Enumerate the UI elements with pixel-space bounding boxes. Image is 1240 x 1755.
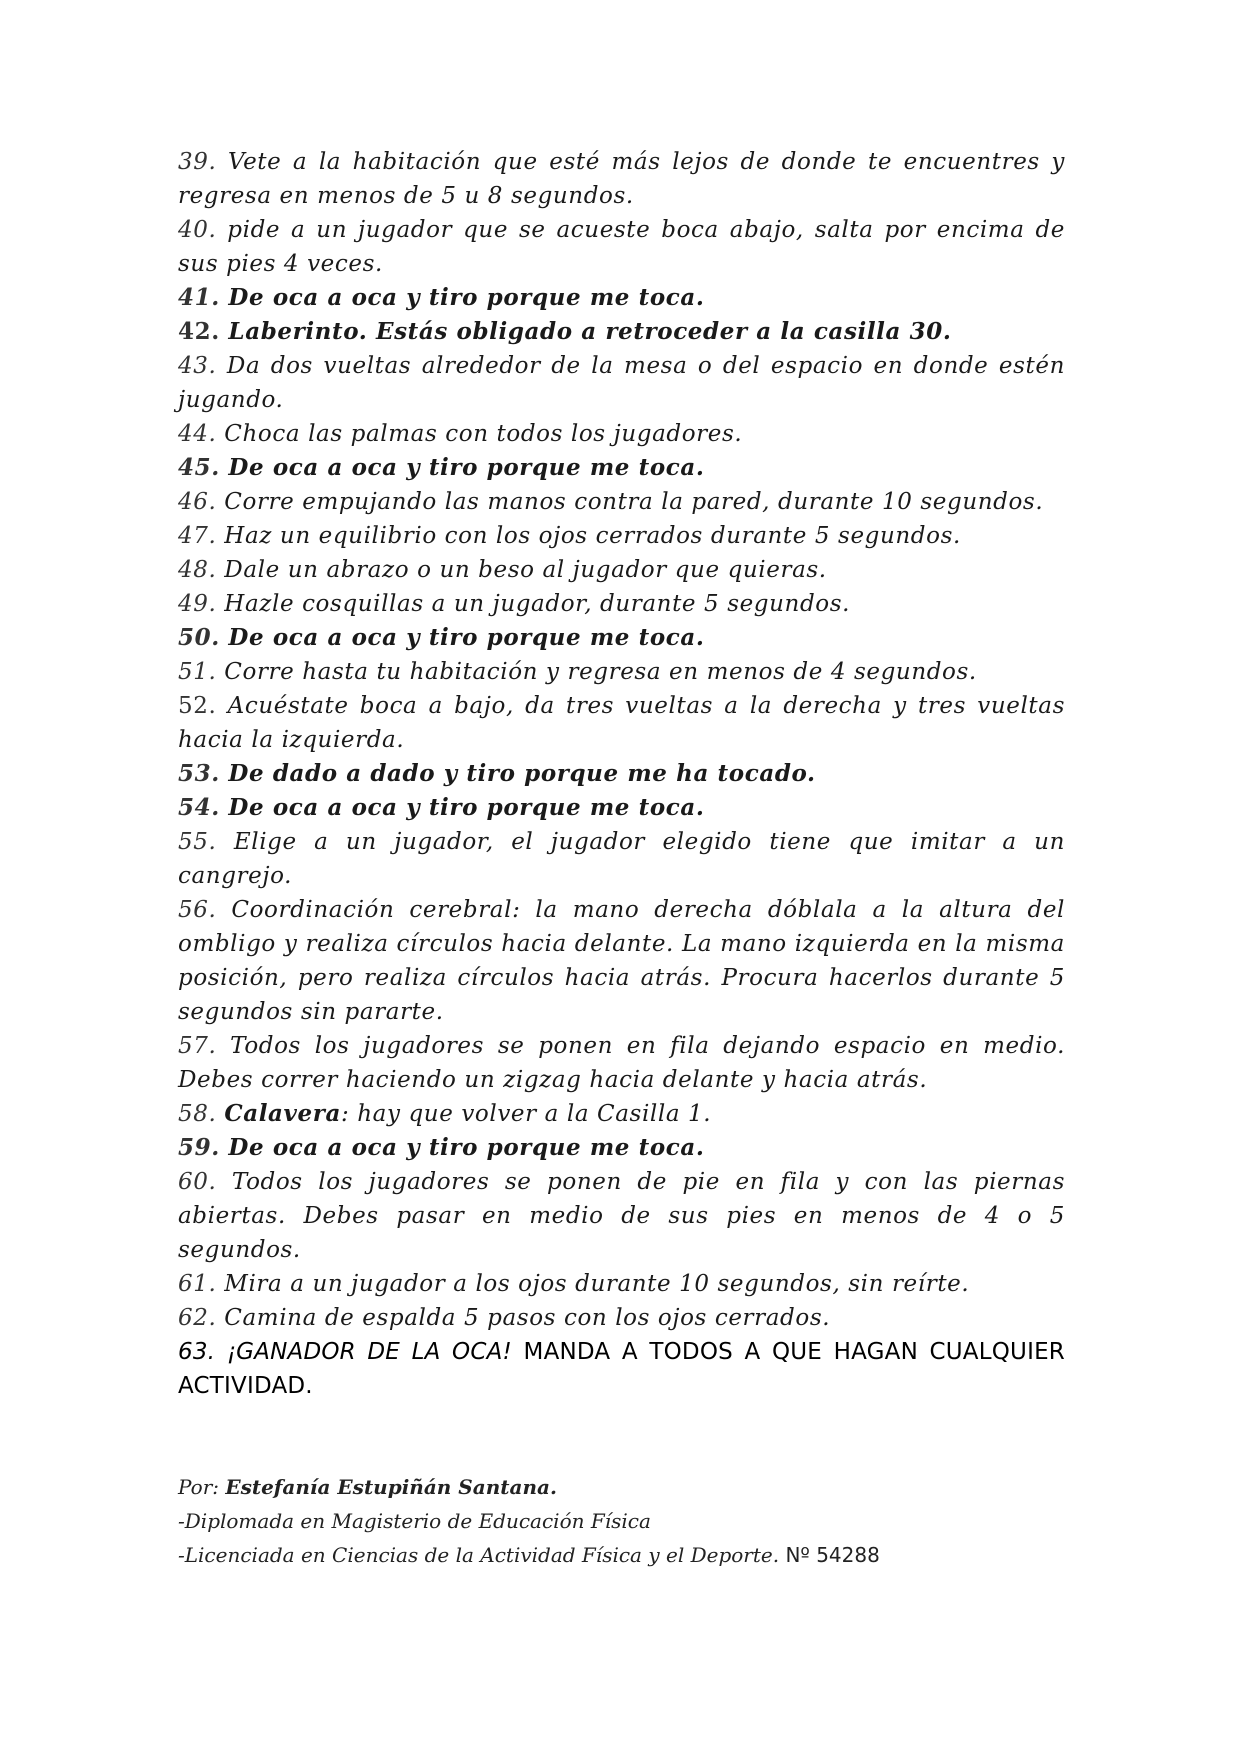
item-number: 53.	[178, 760, 220, 787]
author-signature-block	[178, 1470, 1065, 1572]
item-number: 48.	[178, 557, 217, 583]
item-number: 50.	[178, 624, 220, 651]
item-number: 62.	[178, 1305, 217, 1331]
item-text: Da dos vueltas alrededor de la mesa o del espacio en donde estén jugando.	[178, 353, 1065, 413]
item-number: 49.	[178, 591, 217, 617]
author-credential-1: -Diplomada en Magisterio de Educación Física	[178, 1509, 651, 1533]
item-text: pide a un jugador que se acueste boca abajo, salta por encima de sus pies 4 veces.	[178, 217, 1065, 277]
item-number: 59.	[178, 1134, 220, 1161]
item-text: De oca a oca y tiro porque me toca.	[219, 454, 705, 481]
list-item-49	[178, 587, 1065, 621]
item-text: De oca a oca y tiro porque me toca.	[219, 284, 705, 311]
item-number: 46.	[178, 489, 217, 515]
item-number: 44.	[178, 421, 217, 447]
list-item-56	[178, 893, 1065, 1029]
item-text: Camina de espalda 5 pasos con los ojos cerrados.	[216, 1305, 831, 1331]
list-item-58	[178, 1097, 1065, 1131]
list-item-42	[178, 315, 1065, 349]
winner-heading: 63. ¡GANADOR DE LA OCA!	[178, 1339, 512, 1365]
item-text: Dale un abrazo o un beso al jugador que quieras.	[216, 557, 827, 583]
list-item-39	[178, 145, 1065, 213]
item-number: 52.	[178, 693, 217, 719]
item-text: Choca las palmas con todos los jugadores.	[216, 421, 743, 447]
list-item-50	[178, 621, 1065, 655]
author-line	[178, 1470, 1065, 1504]
item-number: 60.	[178, 1169, 217, 1195]
list-item-57	[178, 1029, 1065, 1097]
item-number: 58.	[178, 1101, 217, 1127]
item-number: 45.	[178, 454, 220, 481]
list-item-44	[178, 417, 1065, 451]
item-text: De oca a oca y tiro porque me toca.	[219, 1134, 705, 1161]
item-text: Todos los jugadores se ponen en fila dejando espacio en medio. Debes correr haciendo un zigzag hacia delante y hacia atrás.	[178, 1033, 1065, 1093]
item-number: 41.	[178, 284, 220, 311]
list-item-62	[178, 1301, 1065, 1335]
list-item-54	[178, 791, 1065, 825]
list-item-61	[178, 1267, 1065, 1301]
item-text: Mira a un jugador a los ojos durante 10 segundos, sin reírte.	[216, 1271, 970, 1297]
item-number: 51.	[178, 659, 217, 685]
item-number: 47.	[178, 523, 217, 549]
item-number: 55.	[178, 829, 217, 855]
item-number: 39.	[178, 149, 217, 175]
item-text: : hay que volver a la Casilla 1.	[340, 1101, 712, 1127]
item-number: 54.	[178, 794, 220, 821]
list-item-52	[178, 689, 1065, 757]
list-item-40	[178, 213, 1065, 281]
list-item-46	[178, 485, 1065, 519]
item-text: De oca a oca y tiro porque me toca.	[219, 794, 705, 821]
list-item-45	[178, 451, 1065, 485]
item-number: 43.	[178, 353, 217, 379]
item-bold-word: Calavera	[224, 1100, 341, 1127]
author-name: Estefanía Estupiñán Santana.	[225, 1475, 557, 1499]
item-text: Vete a la habitación que esté más lejos de donde te encuentres y regresa en menos de 5 u 8 segundos.	[178, 149, 1065, 209]
credential-text: -Licenciada en Ciencias de la Actividad Física y el Deporte.	[178, 1543, 786, 1567]
list-item-53	[178, 757, 1065, 791]
item-text: Acuéstate boca a bajo, da tres vueltas a la derecha y tres vueltas hacia la izquierda.	[178, 693, 1065, 753]
list-item-51	[178, 655, 1065, 689]
item-text: De dado a dado y tiro porque me ha tocado.	[219, 760, 816, 787]
list-item-60	[178, 1165, 1065, 1267]
author-credential-2	[178, 1538, 1065, 1572]
item-number: 42.	[178, 318, 220, 345]
list-item-59	[178, 1131, 1065, 1165]
instructions-list	[178, 145, 1065, 1403]
item-text: Hazle cosquillas a un jugador, durante 5 segundos.	[216, 591, 851, 617]
item-text: Coordinación cerebral: la mano derecha dóblala a la altura del ombligo y realiza círculos hacia delante. La mano izquierda en la misma posición, pero realiza círculos hacia atrás. Procura hacerlos durante 5 segundos sin pararte.	[178, 897, 1065, 1025]
item-text: Elige a un jugador, el jugador elegido tiene que imitar a un cangrejo.	[178, 829, 1065, 889]
item-text: Todos los jugadores se ponen de pie en fila y con las piernas abiertas. Debes pasar en medio de sus pies en menos de 4 o 5 segundos.	[178, 1169, 1065, 1263]
item-text: De oca a oca y tiro porque me toca.	[219, 624, 705, 651]
item-text: MANDA A TODOS A QUE HAGAN CUALQUIER ACTIVIDAD.	[178, 1339, 1065, 1399]
item-text: Haz un equilibrio con los ojos cerrados durante 5 segundos.	[216, 523, 961, 549]
item-number: 40.	[178, 217, 217, 243]
item-text: Corre hasta tu habitación y regresa en menos de 4 segundos.	[216, 659, 977, 685]
list-item-63	[178, 1335, 1065, 1403]
list-item-48	[178, 553, 1065, 587]
item-number: 57.	[178, 1033, 217, 1059]
registration-number: Nº 54288	[785, 1543, 880, 1567]
list-item-43	[178, 349, 1065, 417]
by-label: Por:	[178, 1475, 226, 1499]
list-item-41	[178, 281, 1065, 315]
item-text: Laberinto. Estás obligado a retroceder a la casilla 30.	[219, 318, 952, 345]
item-number: 56.	[178, 897, 217, 923]
item-text: Corre empujando las manos contra la pared, durante 10 segundos.	[216, 489, 1044, 515]
item-number: 61.	[178, 1271, 217, 1297]
list-item-55	[178, 825, 1065, 893]
list-item-47	[178, 519, 1065, 553]
